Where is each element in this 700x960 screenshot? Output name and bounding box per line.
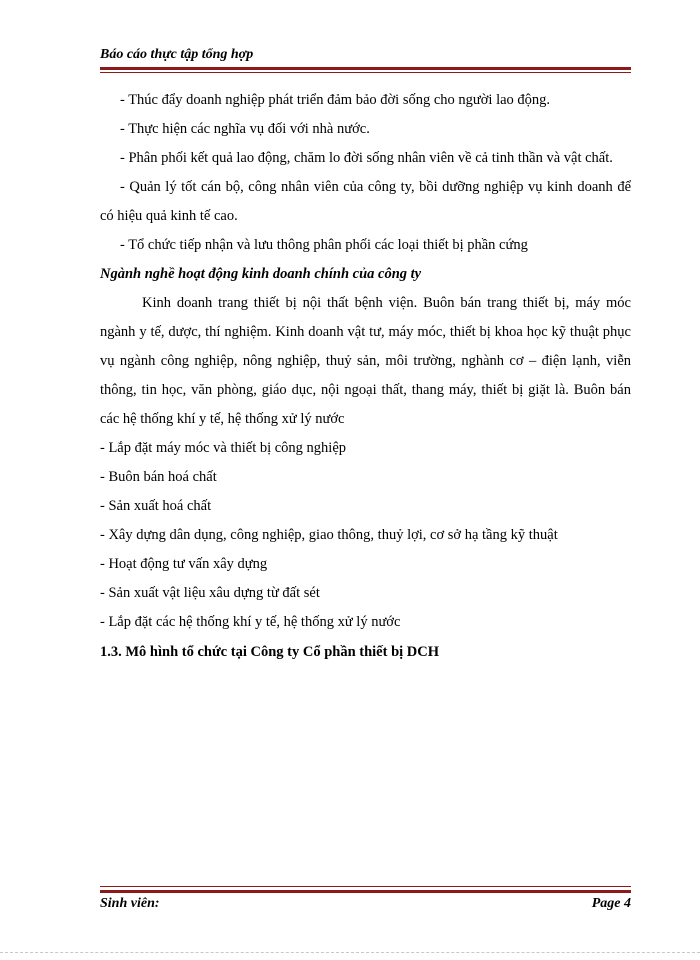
footer-page-number: Page 4 [591,896,631,911]
bullet-list-6: - Sản xuất vật liệu xâu dựng từ đất sét [100,585,320,601]
bullet-top-1: - Thúc đẩy doanh nghiệp phát triển đảm bảo đời sống cho người lao động. [120,92,551,108]
bullet-top-3: - Phân phối kết quả lao động, chăm lo đời sống nhân viên về cả tinh thần và vật chất. [120,150,613,166]
bullet-top-4: - Quản lý tốt cán bộ, công nhân viên của công ty, bồi dưỡng nghiệp vụ kinh doanh để có hiệu quả kinh tế cao. [100,179,631,224]
page-edge-divider [0,952,700,953]
bullet-list-3: - Sản xuất hoá chất [100,498,212,514]
header-rule-thin [100,72,631,73]
header-title: Báo cáo thực tập tổng hợp [100,47,254,62]
section-heading: Ngành nghề hoạt động kinh doanh chính của công ty [100,266,422,282]
footer-rule-thin [100,886,631,887]
bullet-list-2: - Buôn bán hoá chất [100,469,217,485]
subsection-heading: 1.3. Mô hình tổ chức tại Công ty Cổ phần thiết bị DCH [100,644,440,660]
header-rule-thick [100,67,631,70]
bullet-list-1: - Lắp đặt máy móc và thiết bị công nghiệp [100,440,347,456]
footer-rule-thick [100,890,631,893]
bullet-list-7: - Lắp đặt các hệ thống khí y tế, hệ thống xử lý nước [100,614,401,630]
document-body [100,86,631,667]
bullet-top-5: - Tổ chức tiếp nhận và lưu thông phân phối các loại thiết bị phần cứng [120,237,528,253]
bullet-list-5: - Hoạt động tư vấn xây dựng [100,556,268,572]
footer-student-label: Sinh viên: [100,896,160,911]
business-paragraph: Kinh doanh trang thiết bị nội thất bệnh viện. Buôn bán trang thiết bị, máy móc ngành y tế, dược, thí nghiệm. Kinh doanh vật tư, máy móc, thiết bị khoa học kỹ thuật phục vụ ngành công nghiệp, nông nghiệp, thuỷ sản, môi trường, nghành cơ – điện lạnh, viễn thông, tin học, văn phòng, giáo dục, nội ngoại thất, thang máy, thiết bị giặt là. Buôn bán các hệ thống khí y tế, hệ thống xử lý nước [100,295,631,427]
bullet-list-4: - Xây dựng dân dụng, công nghiệp, giao thông, thuỷ lợi, cơ sở hạ tầng kỹ thuật [100,527,558,543]
bullet-top-2: - Thực hiện các nghĩa vụ đối với nhà nước. [120,121,370,137]
